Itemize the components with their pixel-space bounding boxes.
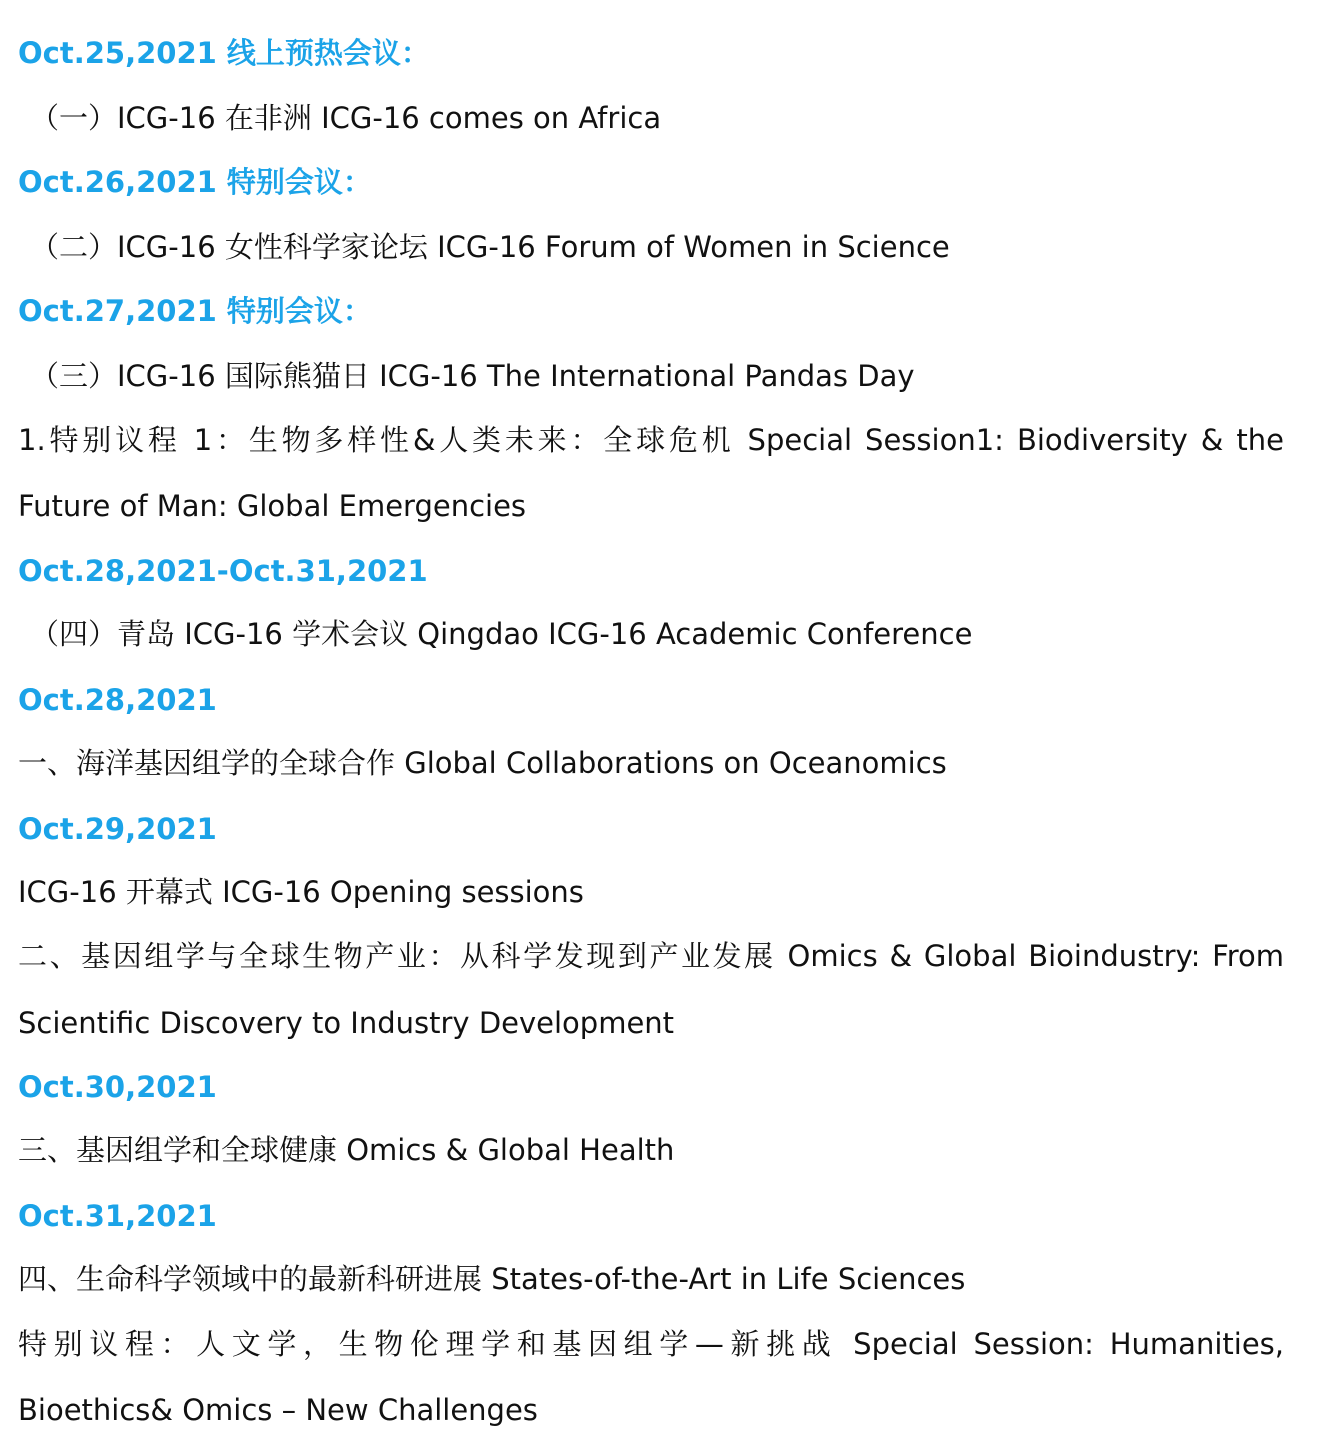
session-date: Oct.28,2021-Oct.31,2021 <box>18 554 428 588</box>
session-item: Scientific Discovery to Industry Development <box>18 1006 675 1040</box>
session-item: 三、基因组学和全球健康 Omics & Global Health <box>18 1133 675 1167</box>
session-item: 四、生命科学领域中的最新科研进展 States-of-the-Art in Life Sciences <box>18 1262 966 1296</box>
session-date: Oct.30,2021 <box>18 1070 217 1104</box>
session-item: 二、基因组学与全球生物产业：从科学发现到产业发展 Omics & Global Bioindustry: From <box>18 939 1284 973</box>
session-item: Bioethics& Omics – New Challenges <box>18 1393 538 1427</box>
session-item: （二）ICG-16 女性科学家论坛 ICG-16 Forum of Women in Science <box>30 230 950 264</box>
session-item: 1.特别议程 1：生物多样性&人类未来：全球危机 Special Session1: Biodiversity & the <box>18 423 1284 457</box>
session-date: Oct.27,2021 特别会议： <box>18 294 372 328</box>
session-item: Future of Man: Global Emergencies <box>18 489 527 523</box>
session-item: （四）青岛 ICG-16 学术会议 Qingdao ICG-16 Academic Conference <box>30 617 973 651</box>
session-date: Oct.31,2021 <box>18 1199 217 1233</box>
session-date: Oct.25,2021 线上预热会议： <box>18 36 430 70</box>
session-date: Oct.28,2021 <box>18 683 217 717</box>
session-date: Oct.26,2021 特别会议： <box>18 165 372 199</box>
session-date: Oct.29,2021 <box>18 812 217 846</box>
session-item: ICG-16 开幕式 ICG-16 Opening sessions <box>18 875 584 909</box>
session-item: （一）ICG-16 在非洲 ICG-16 comes on Africa <box>30 101 662 135</box>
session-item: 一、海洋基因组学的全球合作 Global Collaborations on Oceanomics <box>18 746 947 780</box>
session-item: （三）ICG-16 国际熊猫日 ICG-16 The International Pandas Day <box>30 359 915 393</box>
session-item: 特别议程：人文学，生物伦理学和基因组学—新挑战 Special Session: Humanities, <box>18 1327 1284 1361</box>
